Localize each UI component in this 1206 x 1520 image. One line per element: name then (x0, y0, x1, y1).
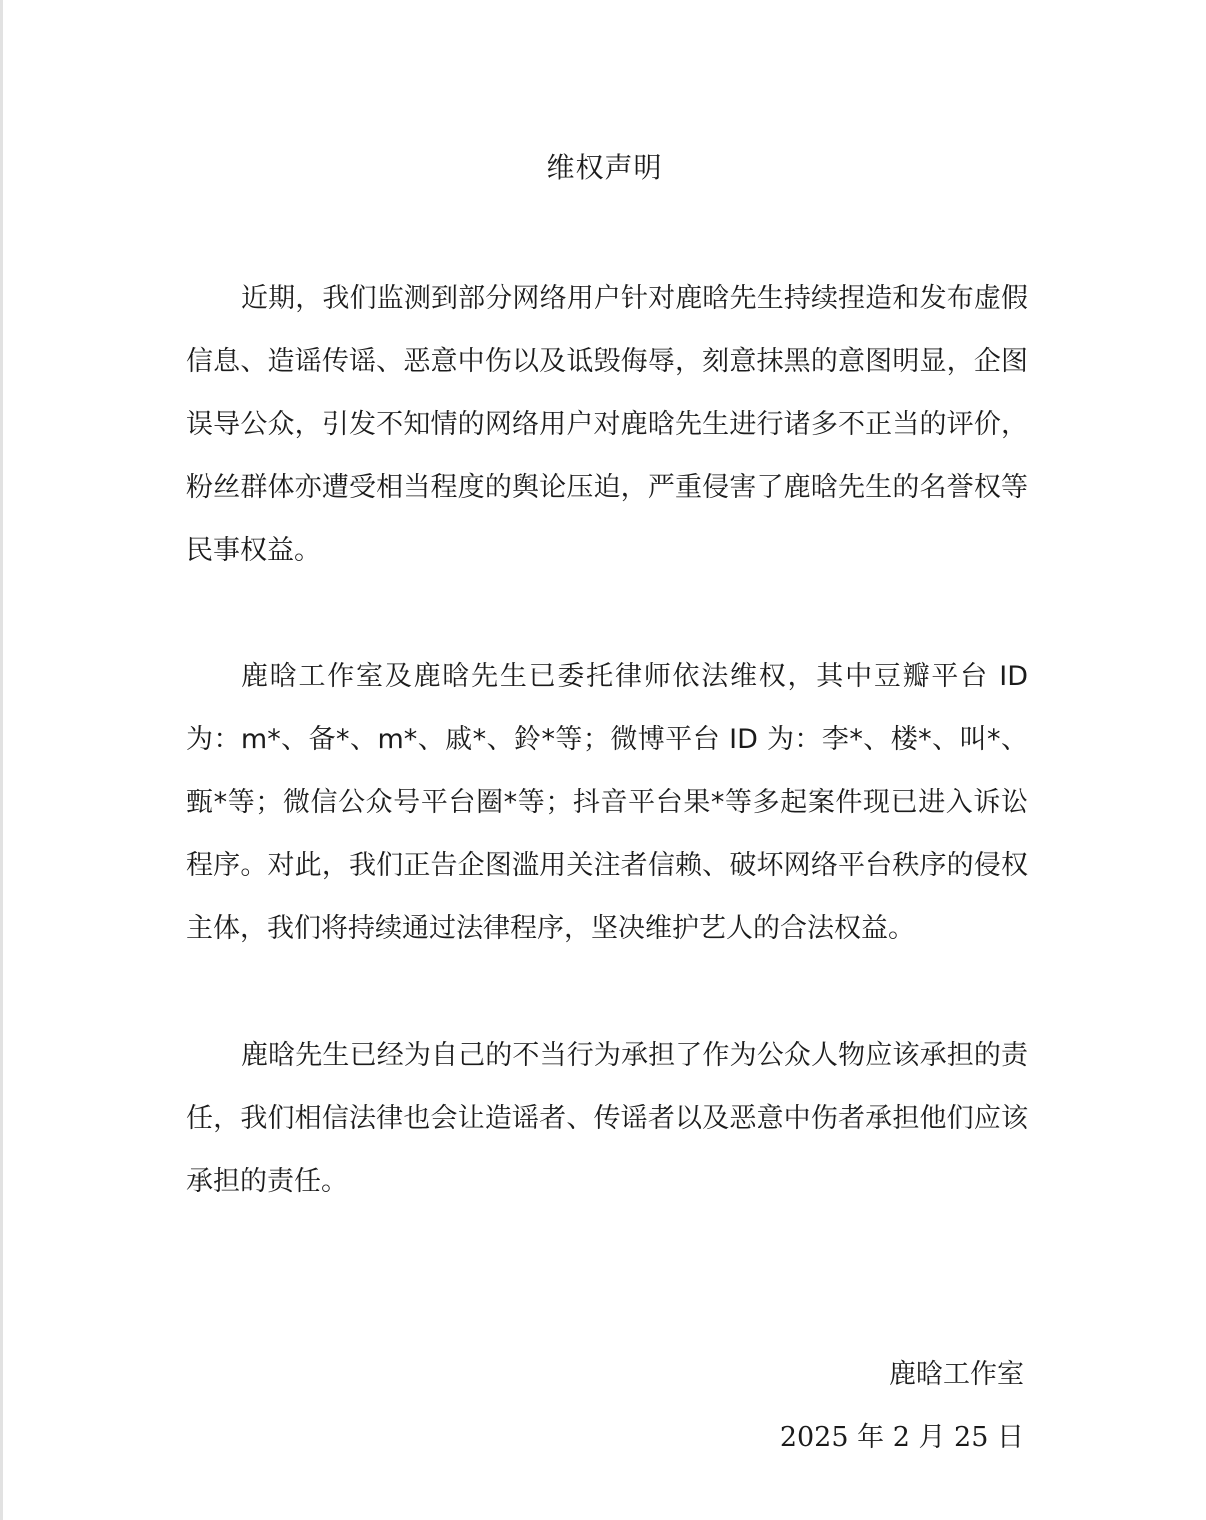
paragraph-text: 鹿晗先生已经为自己的不当行为承担了作为公众人物应该承担的责任，我们相信法律也会让造谣者、传谣者以及恶意中伤者承担他们应该承担的责任。 (186, 1040, 1028, 1197)
paragraph-text: 鹿晗工作室及鹿晗先生已委托律师依法维权，其中豆瓣平台 ID 为：m*、备*、m*、戚*、鈴*等；微博平台 ID 为：李*、楼*、叫*、甄*等；微信公众号平台圈*等；抖音平台果*等多起案件现已进入诉讼程序。对此，我们正告企图滥用关注者信赖、破坏网络平台秩序的侵权主体，我们将持续通过法律程序，坚决维护艺人的合法权益。 (186, 661, 1028, 944)
paragraph-1 (186, 267, 1028, 582)
paragraph-2 (186, 645, 1028, 960)
signature-organization: 鹿晗工作室 (889, 1359, 1024, 1390)
paragraph-3 (186, 1024, 1028, 1213)
paragraph-text: 近期，我们监测到部分网络用户针对鹿晗先生持续捏造和发布虚假信息、造谣传谣、恶意中伤以及诋毁侮辱，刻意抹黑的意图明显，企图误导公众，引发不知情的网络用户对鹿晗先生进行诸多不正当的评价，粉丝群体亦遭受相当程度的舆论压迫，严重侵害了鹿晗先生的名誉权等民事权益。 (186, 283, 1028, 566)
signature-date: 2025 年 2 月 25 日 (779, 1422, 1024, 1453)
statement-title: 维权声明 (546, 151, 663, 184)
